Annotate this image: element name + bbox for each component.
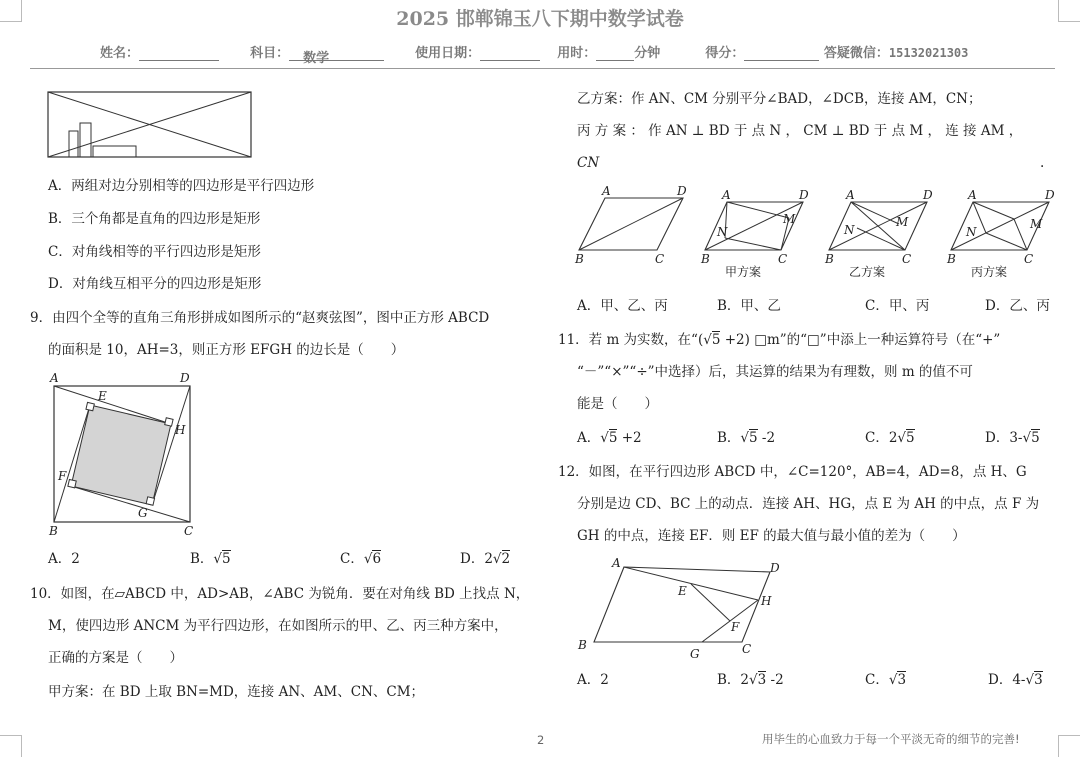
- q10-fig1-label-c: C: [655, 252, 665, 266]
- score-field[interactable]: [744, 47, 819, 61]
- q10-plan-jia: 甲方案：在 BD 上取 BN=MD，连接 AN、AM、CN、CM；: [48, 684, 425, 700]
- q9-option-a[interactable]: A．2: [48, 551, 80, 567]
- q12-option-d[interactable]: D．4-√3: [988, 672, 1043, 688]
- time-unit: 分钟: [634, 46, 661, 61]
- q9-label-d: D: [180, 371, 190, 385]
- q10-fig4-label-b: B: [947, 252, 956, 266]
- q10-caption-bing: 丙方案: [971, 265, 1008, 279]
- q10-fig3-label-b: B: [825, 252, 834, 266]
- q12-stem-line2: 分别是边 CD、BC 上的动点．连接 AH、HG，点 E 为 AH 的中点，点 F 为: [577, 496, 1040, 512]
- q9-label-e: E: [98, 389, 107, 403]
- q10-fig2-label-a: A: [722, 188, 731, 202]
- q10-option-a[interactable]: A．甲、乙、丙: [577, 298, 668, 314]
- q11-option-a[interactable]: A．√5 +2: [577, 430, 642, 446]
- q9-option-b[interactable]: B．√5: [190, 551, 231, 567]
- corner-mark-bottom-right: [1058, 735, 1080, 757]
- q10-fig1-label-a: A: [602, 184, 611, 198]
- footer-motto: 用毕生的心血致力于每一个平淡无奇的细节的完善!: [762, 732, 1020, 746]
- q12-label-h: H: [761, 594, 772, 608]
- q10-fig2-label-n: N: [717, 225, 728, 239]
- q12-option-b[interactable]: B．2√3 -2: [717, 672, 784, 688]
- q10-option-b[interactable]: B．甲、乙: [717, 298, 781, 314]
- q10-stem-line3: 正确的方案是（ ）: [48, 650, 183, 666]
- q10-figures: [575, 186, 1065, 282]
- time-label: 用时：: [557, 46, 597, 61]
- q10-fig4-label-a: A: [968, 188, 977, 202]
- q10-fig3-label-c: C: [902, 252, 912, 266]
- q9-label-a: A: [50, 371, 59, 385]
- contact-label: 答疑微信：: [823, 46, 889, 61]
- q12-label-c: C: [742, 642, 752, 656]
- name-label: 姓名：: [100, 46, 140, 61]
- subject-label: 科目：: [250, 46, 290, 61]
- q12-label-f: F: [731, 620, 740, 634]
- q8-figure: [47, 91, 253, 159]
- q10-fig4-label-c: C: [1024, 252, 1034, 266]
- q12-stem-line3: GH 的中点，连接 EF．则 EF 的最大值与最小值的差为（ ）: [577, 528, 966, 544]
- subject-field: 数学: [289, 47, 384, 61]
- q10-fig2-label-b: B: [701, 252, 710, 266]
- q9-stem-line2: 的面积是 10，AH=3，则正方形 EFGH 的边长是（ ）: [48, 342, 405, 358]
- q10-fig3-label-m: M: [896, 215, 909, 229]
- q9-label-c: C: [184, 524, 194, 538]
- q12-label-e: E: [678, 584, 687, 598]
- q10-option-d[interactable]: D．乙、丙: [985, 298, 1050, 314]
- q11-stem-line1: 11．若 m 为实数，在“(√5 +2) □m”的“□”中添上一种运算符号（在“+”: [558, 332, 1001, 348]
- date-field[interactable]: [480, 47, 540, 61]
- q12-label-d: D: [770, 561, 780, 575]
- q9-figure: [40, 368, 210, 540]
- q12-label-g: G: [690, 647, 700, 661]
- q10-fig3-label-a: A: [846, 188, 855, 202]
- q9-option-d[interactable]: D．2√2: [460, 551, 511, 567]
- q10-option-c[interactable]: C．甲、丙: [865, 298, 930, 314]
- name-field[interactable]: [139, 47, 219, 61]
- q10-fig3-label-n: N: [844, 223, 855, 237]
- q12-figure: [570, 555, 790, 665]
- q9-label-f: F: [58, 469, 67, 483]
- q9-label-b: B: [49, 524, 58, 538]
- contact-value: 15132021303: [888, 46, 969, 60]
- q9-stem-line1: 9．由四个全等的直角三角形拼成如图所示的“赵爽弦图”，图中正方形 ABCD: [30, 310, 490, 326]
- q10-caption-jia: 甲方案: [725, 265, 762, 279]
- time-field[interactable]: [596, 47, 634, 61]
- q10-plan-yi: 乙方案：作 AN、CM 分别平分∠BAD，∠DCB，连接 AM，CN；: [577, 91, 982, 107]
- q10-stem-line1: 10．如图，在▱ABCD 中，AD>AB，∠ABC 为锐角．要在对角线 BD 上找点 N，: [30, 586, 530, 602]
- q12-option-a[interactable]: A．2: [577, 672, 609, 688]
- q10-plan-bing-period: .: [1040, 155, 1045, 171]
- header-info: [100, 42, 969, 66]
- q12-label-a: A: [612, 556, 621, 570]
- q9-label-g: G: [138, 506, 148, 520]
- corner-mark-bottom-left: [0, 735, 22, 757]
- q8-option-a[interactable]: A．两组对边分别相等的四边形是平行四边形: [48, 178, 315, 194]
- q9-label-h: H: [175, 423, 186, 437]
- header-divider: [30, 68, 1055, 69]
- q11-option-b[interactable]: B．√5 -2: [717, 430, 776, 446]
- q10-fig1-label-d: D: [677, 184, 687, 198]
- page-title: 2025 邯郸锦玉八下期中数学试卷: [396, 8, 684, 30]
- q8-option-d[interactable]: D．对角线互相平分的四边形是矩形: [48, 276, 262, 292]
- q10-caption-yi: 乙方案: [849, 265, 886, 279]
- page-number: 2: [537, 733, 545, 747]
- q10-fig3-label-d: D: [923, 188, 933, 202]
- q9-option-c[interactable]: C．√6: [340, 551, 382, 567]
- q10-fig4-label-d: D: [1045, 188, 1055, 202]
- date-label: 使用日期：: [415, 46, 481, 61]
- q12-label-b: B: [578, 638, 587, 652]
- q11-stem-line3: 能是（ ）: [577, 396, 658, 412]
- q10-fig4-label-m: M: [1030, 217, 1043, 231]
- q8-option-b[interactable]: B．三个角都是直角的四边形是矩形: [48, 211, 261, 227]
- q10-fig2-label-d: D: [799, 188, 809, 202]
- q10-fig4-label-n: N: [966, 225, 977, 239]
- q10-fig1-label-b: B: [575, 252, 584, 266]
- q11-option-d[interactable]: D．3-√5: [985, 430, 1040, 446]
- q10-stem-line2: M，使四边形 ANCM 为平行四边形，在如图所示的甲、乙、丙三种方案中，: [48, 618, 508, 634]
- q11-stem-line2: “－”“×”“÷”中选择）后，其运算的结果为有理数，则 m 的值不可: [577, 364, 973, 380]
- score-label: 得分：: [705, 46, 745, 61]
- q10-fig2-label-m: M: [783, 212, 796, 226]
- q8-option-c[interactable]: C．对角线相等的平行四边形是矩形: [48, 244, 261, 260]
- q10-plan-bing-line2: CN: [577, 155, 600, 171]
- q12-stem-line1: 12．如图，在平行四边形 ABCD 中，∠C=120°，AB=4，AD=8，点 H、G: [558, 464, 1027, 480]
- q10-fig2-label-c: C: [778, 252, 788, 266]
- q11-option-c[interactable]: C．2√5: [865, 430, 915, 446]
- q12-option-c[interactable]: C．√3: [865, 672, 907, 688]
- q10-plan-bing-line1: 丙 方 案 ： 作 AN ⊥ BD 于 点 N ， CM ⊥ BD 于 点 M ， 连 接 AM ，: [577, 123, 1023, 139]
